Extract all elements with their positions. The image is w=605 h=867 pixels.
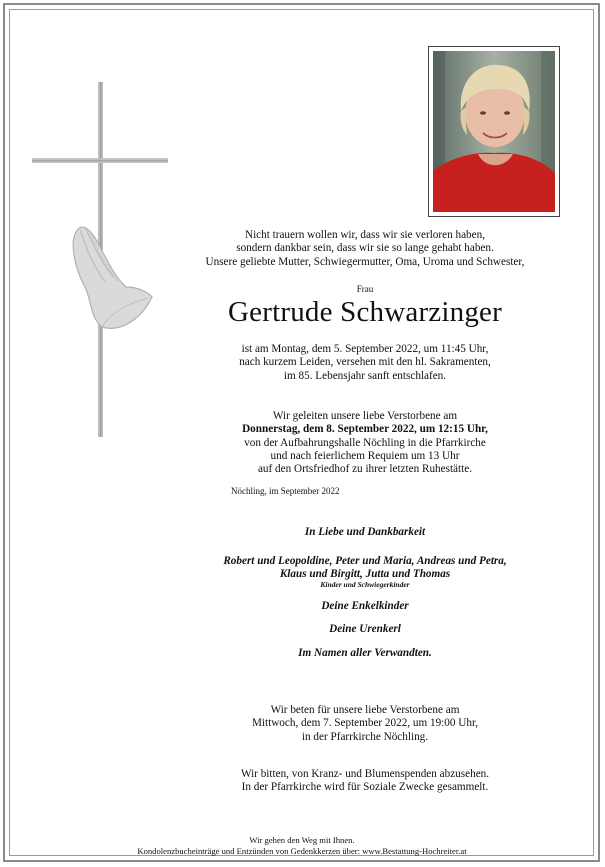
funeral-line: und nach feierlichem Requiem um 13 Uhr: [270, 449, 460, 462]
children-names: [180, 555, 550, 582]
cross-with-praying-hands-icon: [30, 82, 170, 442]
mourners-heading: In Liebe und Dankbarkeit: [304, 526, 426, 538]
donation-line: Wir bitten, von Kranz- und Blumenspenden abzusehen.: [240, 768, 490, 780]
children-caption: Kinder und Schwiegerkinder: [320, 580, 410, 589]
prayer-line: Mittwoch, dem 7. September 2022, um 19:00 Uhr,: [251, 717, 479, 730]
children-line: Robert und Leopoldine, Peter und Maria, Andreas und Petra,: [223, 555, 507, 567]
funeral-info: [180, 410, 550, 476]
donation-line: In der Pfarrkirche wird für Soziale Zwecke gesammelt.: [241, 781, 489, 794]
death-notice-line: im 85. Lebensjahr sanft entschlafen.: [283, 369, 447, 382]
place-date: Nöchling, im September 2022: [231, 486, 340, 496]
death-notice: [180, 343, 550, 383]
portrait-photo: [433, 51, 555, 212]
prayer-line: in der Pfarrkirche Nöchling.: [301, 730, 429, 743]
footer-tagline: Wir gehen den Weg mit Ihnen.: [249, 835, 355, 845]
portrait-frame: [428, 46, 560, 217]
prayer-info: [180, 704, 550, 744]
deceased-name: Gertrude Schwarzinger: [228, 296, 502, 328]
poem-line: sondern dankbar sein, dass wir sie so lange gehabt haben.: [236, 242, 494, 255]
title-prefix: Frau: [356, 284, 374, 294]
footer: [42, 835, 562, 856]
poem-line: Nicht trauern wollen wir, dass wir sie verloren haben,: [244, 229, 485, 241]
great-grandchildren: Deine Urenkerl: [329, 623, 401, 635]
prayer-line: Wir beten für unsere liebe Verstorbene am: [270, 704, 460, 716]
children-line: Klaus und Birgitt, Jutta und Thomas: [279, 568, 451, 581]
funeral-date: Donnerstag, dem 8. September 2022, um 12:15 Uhr,: [242, 423, 488, 436]
funeral-line: von der Aufbahrungshalle Nöchling in die Pfarrkirche: [244, 436, 486, 449]
relatives: Im Namen aller Verwandten.: [298, 647, 432, 659]
poem: [180, 229, 550, 269]
donation-note: [180, 768, 550, 795]
footer-website: Kondolenzbucheinträge und Entzünden von Gedenkkerzen über: www.Bestattung-Hochreiter.at: [137, 845, 467, 856]
praying-hands-icon: [73, 227, 152, 328]
death-notice-line: ist am Montag, dem 5. September 2022, um 11:45 Uhr,: [241, 343, 489, 355]
grandchildren: Deine Enkelkinder: [321, 600, 409, 612]
death-notice-line: nach kurzem Leiden, versehen mit den hl. Sakramenten,: [239, 356, 491, 369]
funeral-intro: Wir geleiten unsere liebe Verstorbene am: [272, 410, 458, 422]
funeral-line: auf den Ortsfriedhof zu ihrer letzten Ruhestätte.: [257, 463, 473, 476]
poem-line: Unsere geliebte Mutter, Schwiegermutter, Oma, Uroma und Schwester,: [205, 255, 525, 268]
